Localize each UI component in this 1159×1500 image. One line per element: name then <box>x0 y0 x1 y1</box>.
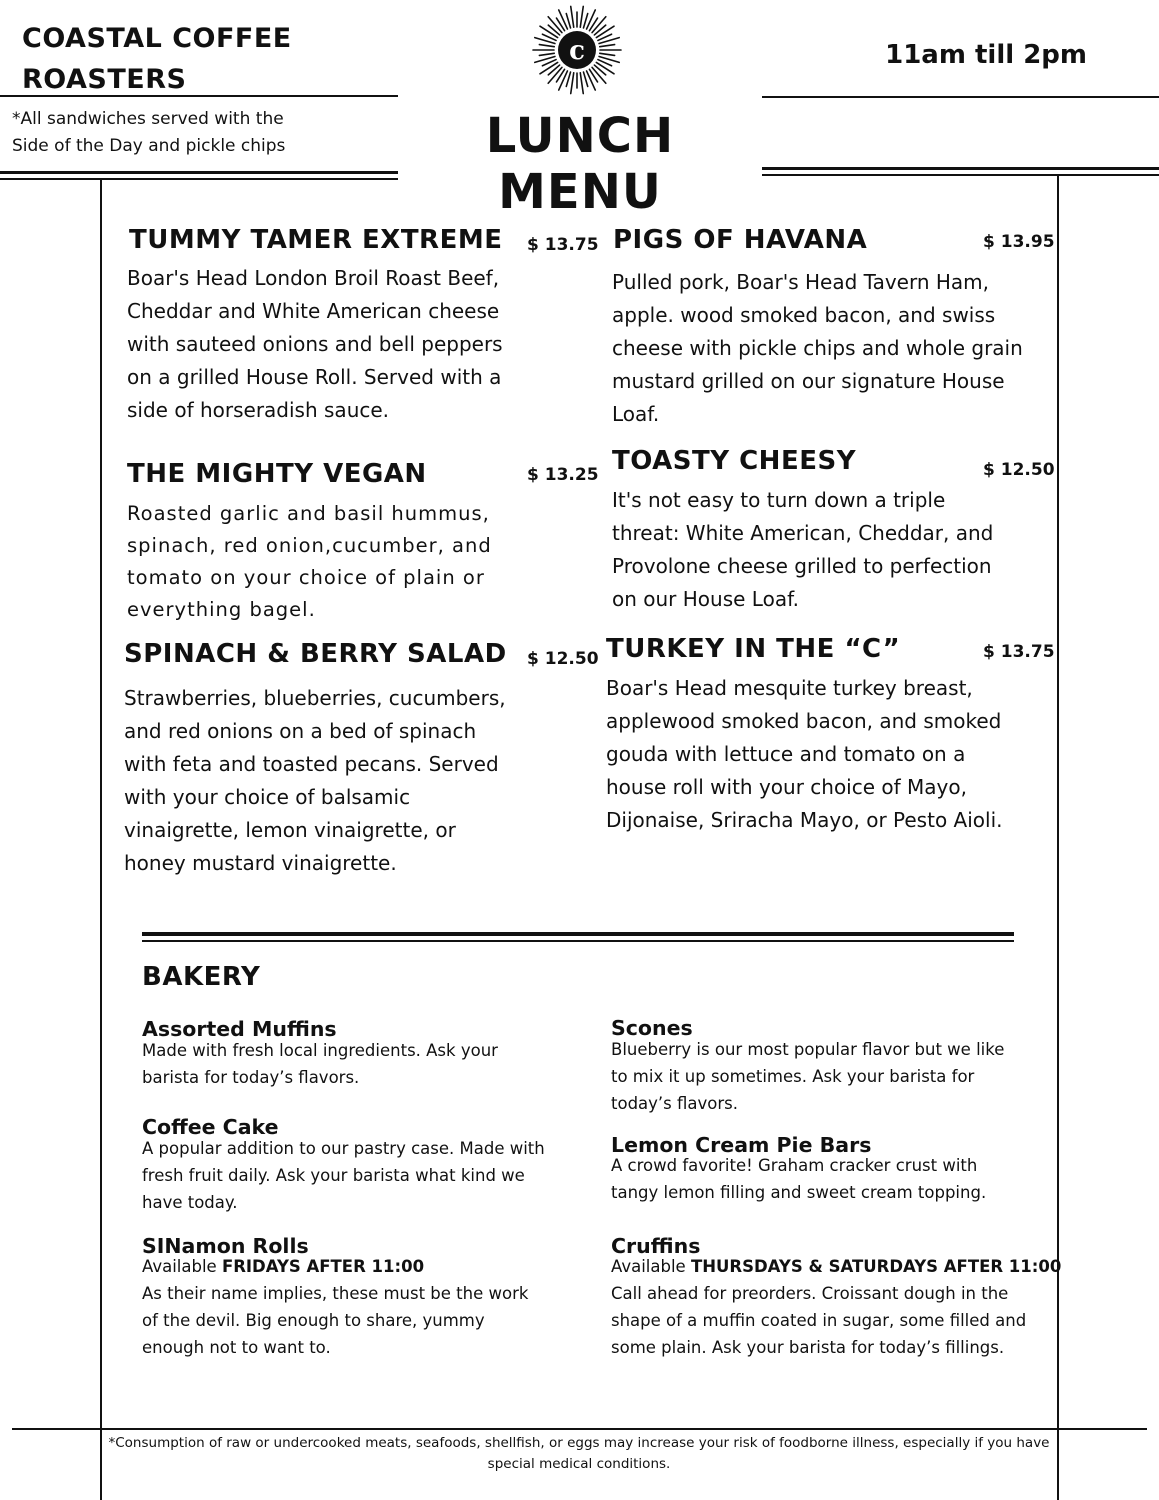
disclaimer-line: special medical conditions. <box>487 1456 671 1472</box>
desc-line: with your choice of balsamic <box>124 785 411 809</box>
item-description <box>127 262 527 427</box>
availability-days: FRIDAYS AFTER 11:00 <box>221 1257 425 1276</box>
desc-line: Provolone cheese grilled to perfection <box>612 554 992 578</box>
logo-ray <box>571 6 574 27</box>
item-name: TURKEY IN THE “C” <box>606 634 901 664</box>
item-price: $ 12.50 <box>983 460 1055 480</box>
desc-line: Loaf. <box>612 402 660 426</box>
desc-line: spinach, red onion,cucumber, and <box>127 534 492 557</box>
desc-line: to mix it up sometimes. Ask your barista for <box>611 1067 975 1086</box>
item-price: $ 12.50 <box>527 649 599 669</box>
page-title: LUNCH MENU <box>485 108 675 220</box>
desc-line: applewood smoked bacon, and smoked <box>606 709 1002 733</box>
bakery-item-description <box>142 1037 562 1091</box>
logo-ray <box>600 45 615 47</box>
availability-days: THURSDAYS & SATURDAYS AFTER 11:00 <box>690 1257 1062 1276</box>
item-name: TOASTY CHEESY <box>612 446 857 476</box>
desc-line: Blueberry is our most popular flavor but we like <box>611 1040 1005 1059</box>
frame-left <box>100 180 102 1500</box>
health-disclaimer <box>104 1433 1054 1475</box>
desc-line: barista for today’s flavors. <box>142 1068 360 1087</box>
item-price: $ 13.75 <box>983 642 1055 662</box>
desc-line: A popular addition to our pastry case. Made with <box>142 1139 545 1158</box>
logo-ray <box>583 14 587 28</box>
hours: 11am till 2pm <box>885 40 1087 70</box>
sides-note-line: *All sandwiches served with the <box>12 109 284 129</box>
desc-line: A crowd favorite! Graham cracker crust with <box>611 1156 978 1175</box>
availability-prefix: Available <box>611 1257 691 1276</box>
desc-line: mustard grilled on our signature House <box>612 369 1005 393</box>
item-description <box>612 484 1052 616</box>
desc-line: fresh fruit daily. Ask your barista what kind we <box>142 1166 525 1185</box>
divider <box>142 940 1014 942</box>
sides-note-line: Side of the Day and pickle chips <box>12 136 286 156</box>
bakery-item-description <box>142 1135 572 1216</box>
sunburst-logo-icon <box>531 4 623 96</box>
availability-prefix: Available <box>142 1257 222 1276</box>
brand-line-1: COASTAL COFFEE <box>22 23 292 54</box>
desc-line: Strawberries, blueberries, cucumbers, <box>124 686 506 710</box>
logo-ray <box>539 45 554 47</box>
desc-line: vinaigrette, lemon vinaigrette, or <box>124 818 456 842</box>
desc-line: As their name implies, these must be the work <box>142 1284 529 1303</box>
divider <box>142 932 1014 936</box>
desc-line: Boar's Head London Broil Roast Beef, <box>127 266 500 290</box>
logo-ray <box>571 73 574 94</box>
desc-line: apple. wood smoked bacon, and swiss <box>612 303 996 327</box>
item-description <box>606 672 1052 837</box>
desc-line: on our House Loaf. <box>612 587 800 611</box>
item-name: PIGS OF HAVANA <box>613 225 868 255</box>
bakery-item-name: Scones <box>611 1016 693 1040</box>
desc-line: and red onions on a bed of spinach <box>124 719 477 743</box>
logo <box>531 4 623 96</box>
divider <box>762 167 1159 170</box>
logo-ray <box>539 53 554 55</box>
logo-ray <box>580 6 583 27</box>
divider <box>12 1428 1147 1430</box>
item-price: $ 13.25 <box>527 465 599 485</box>
desc-line: honey mustard vinaigrette. <box>124 851 397 875</box>
divider <box>0 95 398 97</box>
availability <box>142 1256 424 1278</box>
item-name: SPINACH & BERRY SALAD <box>124 639 507 669</box>
divider <box>0 178 398 180</box>
availability <box>611 1256 1061 1278</box>
logo-ray <box>583 72 587 86</box>
item-name: THE MIGHTY VEGAN <box>127 459 427 489</box>
desc-line: everything bagel. <box>127 598 316 621</box>
desc-line: on a grilled House Roll. Served with a <box>127 365 502 389</box>
logo-ray <box>566 72 570 86</box>
brand-name <box>22 18 392 100</box>
item-description <box>127 498 527 626</box>
logo-ray <box>580 73 583 94</box>
desc-line: Pulled pork, Boar's Head Tavern Ham, <box>612 270 990 294</box>
bakery-item-name: Cruffins <box>611 1234 701 1258</box>
logo-ray <box>566 14 570 28</box>
bakery-item-name: SINamon Rolls <box>142 1234 309 1258</box>
desc-line: Dijonaise, Sriracha Mayo, or Pesto Aioli. <box>606 808 1003 832</box>
desc-line: gouda with lettuce and tomato on a <box>606 742 966 766</box>
item-price: $ 13.75 <box>527 235 599 255</box>
desc-line: have today. <box>142 1193 238 1212</box>
item-name: TUMMY TAMER EXTREME <box>129 225 503 255</box>
bakery-item-description <box>142 1280 572 1361</box>
desc-line: today’s flavors. <box>611 1094 738 1113</box>
item-price: $ 13.95 <box>983 232 1055 252</box>
frame-right <box>1057 176 1059 1500</box>
desc-line: It's not easy to turn down a triple <box>612 488 946 512</box>
desc-line: Call ahead for preorders. Croissant dough in the <box>611 1284 1009 1303</box>
bakery-heading: BAKERY <box>142 962 261 992</box>
desc-line: tomato on your choice of plain or <box>127 566 485 589</box>
desc-line: enough not to want to. <box>142 1338 331 1357</box>
desc-line: with feta and toasted pecans. Served <box>124 752 499 776</box>
divider <box>762 174 1159 176</box>
desc-line: Boar's Head mesquite turkey breast, <box>606 676 973 700</box>
divider <box>762 96 1159 98</box>
sides-note <box>12 106 392 160</box>
bakery-item-name: Lemon Cream Pie Bars <box>611 1133 872 1157</box>
bakery-item-name: Assorted Muffins <box>142 1017 337 1041</box>
logo-ray <box>600 53 615 55</box>
desc-line: tangy lemon filling and sweet cream topping. <box>611 1183 987 1202</box>
divider <box>0 171 398 174</box>
desc-line: with sauteed onions and bell peppers <box>127 332 503 356</box>
bakery-item-description <box>611 1280 1055 1361</box>
desc-line: Cheddar and White American cheese <box>127 299 500 323</box>
disclaimer-line: *Consumption of raw or undercooked meats, seafoods, shellfish, or eggs may increase your risk of foodborne illness, especially if you have <box>108 1435 1050 1451</box>
item-description <box>612 266 1052 431</box>
desc-line: threat: White American, Cheddar, and <box>612 521 994 545</box>
desc-line: some plain. Ask your barista for today’s fillings. <box>611 1338 1005 1357</box>
item-description <box>124 682 524 880</box>
desc-line: Made with fresh local ingredients. Ask your <box>142 1041 498 1060</box>
bakery-item-name: Coffee Cake <box>142 1115 279 1139</box>
logo-letter: c <box>569 36 585 66</box>
desc-line: cheese with pickle chips and whole grain <box>612 336 1023 360</box>
desc-line: Roasted garlic and basil hummus, <box>127 502 490 525</box>
brand-line-2: ROASTERS <box>22 64 187 95</box>
desc-line: shape of a muffin coated in sugar, some filled and <box>611 1311 1027 1330</box>
bakery-item-description <box>611 1152 1051 1206</box>
bakery-item-description <box>611 1036 1051 1117</box>
desc-line: house roll with your choice of Mayo, <box>606 775 967 799</box>
desc-line: of the devil. Big enough to share, yummy <box>142 1311 485 1330</box>
desc-line: side of horseradish sauce. <box>127 398 390 422</box>
